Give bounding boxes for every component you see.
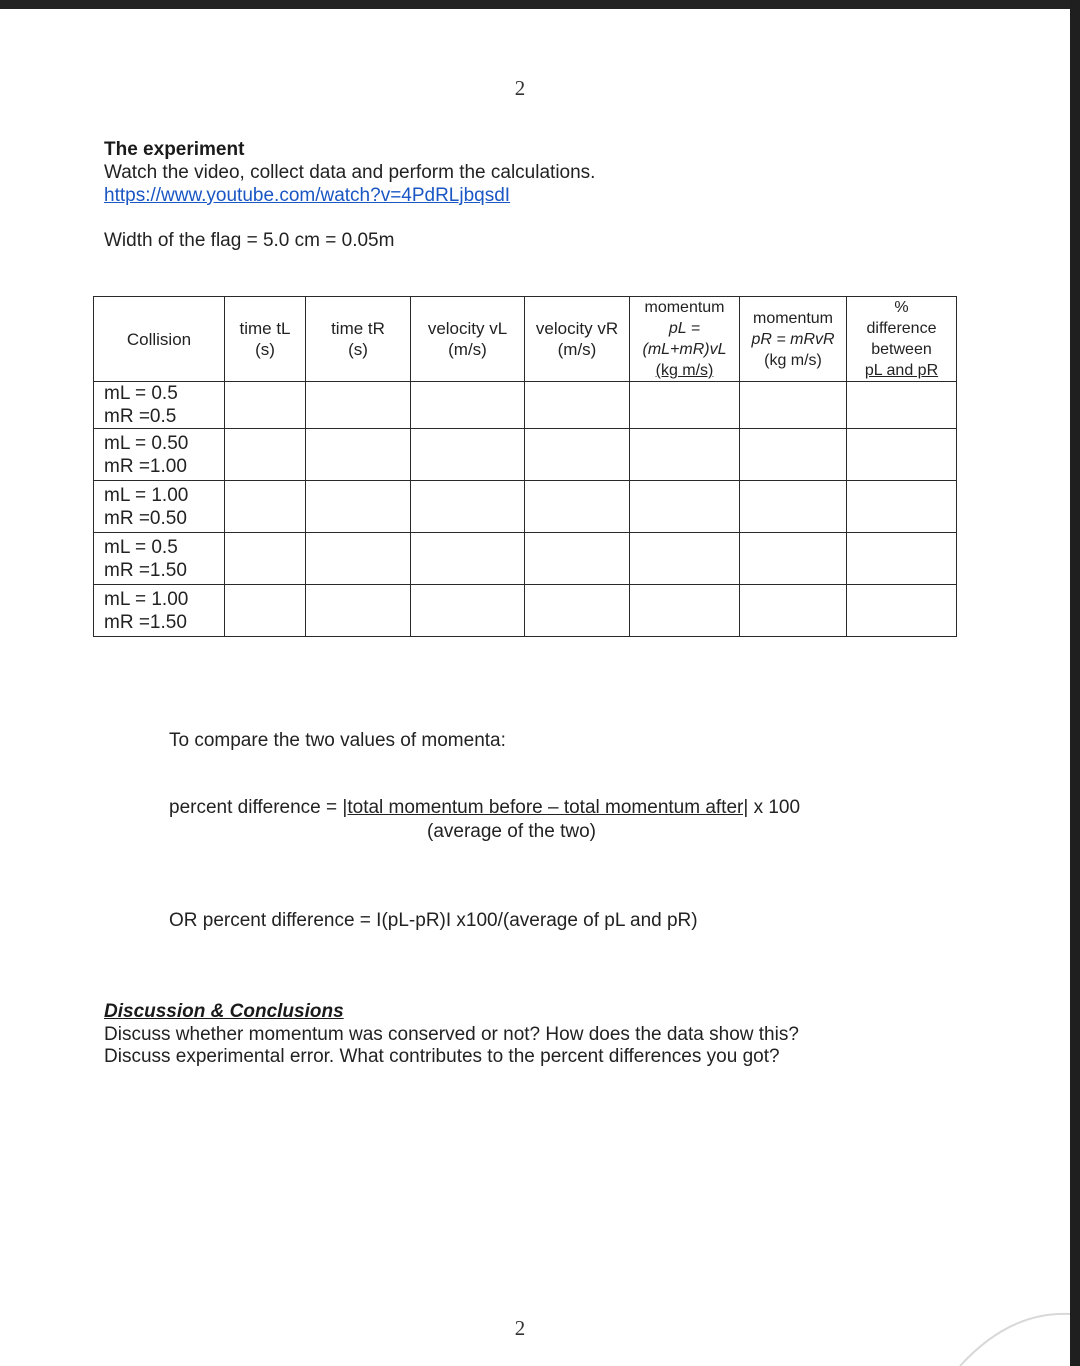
formula-numerator: |total momentum before – total momentum after| xyxy=(342,797,749,818)
header-velocity-right: velocity vR (m/s) xyxy=(525,297,630,382)
header-percent-difference: % difference between pL and pR xyxy=(847,297,957,382)
mass-cell: mL = 0.5 mR =1.50 xyxy=(94,533,225,585)
momentum-right-cell[interactable] xyxy=(740,382,847,429)
table-row xyxy=(94,585,957,637)
mass-cell: mL = 1.00 mR =1.50 xyxy=(94,585,225,637)
header-time-left: time tL (s) xyxy=(225,297,306,382)
discussion-title: Discussion & Conclusions xyxy=(104,1001,344,1022)
header-velocity-left: velocity vL (m/s) xyxy=(411,297,525,382)
momentum-right-cell[interactable] xyxy=(740,481,847,533)
experiment-title: The experiment xyxy=(104,139,245,160)
percent-difference-cell[interactable] xyxy=(847,533,957,585)
experiment-instruction: Watch the video, collect data and perform the calculations. xyxy=(104,162,596,183)
mass-cell: mL = 0.5 mR =0.5 xyxy=(94,382,225,429)
table-row xyxy=(94,533,957,585)
discussion-question-2: Discuss experimental error. What contributes to the percent differences you got? xyxy=(104,1046,780,1067)
header-momentum-right: momentum pR = mRvR (kg m/s) xyxy=(740,297,847,382)
table-row xyxy=(94,382,957,429)
percent-difference-cell[interactable] xyxy=(847,382,957,429)
compare-intro: To compare the two values of momenta: xyxy=(169,730,506,751)
page-corner-curl-icon xyxy=(950,1306,1070,1366)
top-border xyxy=(0,0,1080,9)
velocity-left-cell[interactable] xyxy=(411,382,525,429)
velocity-right-cell[interactable] xyxy=(525,481,630,533)
collision-data-table xyxy=(93,296,957,637)
velocity-left-cell[interactable] xyxy=(411,585,525,637)
flag-width-note: Width of the flag = 5.0 cm = 0.05m xyxy=(104,230,395,251)
velocity-left-cell[interactable] xyxy=(411,481,525,533)
time-left-cell[interactable] xyxy=(225,481,306,533)
momentum-right-cell[interactable] xyxy=(740,533,847,585)
velocity-left-cell[interactable] xyxy=(411,533,525,585)
momentum-left-cell[interactable] xyxy=(630,533,740,585)
alternate-formula: OR percent difference = I(pL-pR)I x100/(average of pL and pR) xyxy=(169,910,698,931)
time-right-cell[interactable] xyxy=(306,481,411,533)
time-right-cell[interactable] xyxy=(306,533,411,585)
velocity-right-cell[interactable] xyxy=(525,382,630,429)
percent-difference-cell[interactable] xyxy=(847,585,957,637)
table-header-row xyxy=(94,297,957,382)
header-time-right: time tR (s) xyxy=(306,297,411,382)
time-left-cell[interactable] xyxy=(225,585,306,637)
time-left-cell[interactable] xyxy=(225,429,306,481)
formula-factor: x 100 xyxy=(748,797,801,818)
time-right-cell[interactable] xyxy=(306,429,411,481)
table-row xyxy=(94,429,957,481)
momentum-left-cell[interactable] xyxy=(630,382,740,429)
formula-label: percent difference = xyxy=(169,797,343,818)
discussion-question-1: Discuss whether momentum was conserved or not? How does the data show this? xyxy=(104,1024,799,1045)
percent-difference-formula xyxy=(169,797,800,819)
momentum-left-cell[interactable] xyxy=(630,585,740,637)
page-number-top: 2 xyxy=(514,76,526,100)
page-number-bottom: 2 xyxy=(514,1316,526,1340)
momentum-left-cell[interactable] xyxy=(630,429,740,481)
formula-denominator: (average of the two) xyxy=(427,821,596,842)
time-right-cell[interactable] xyxy=(306,382,411,429)
time-left-cell[interactable] xyxy=(225,382,306,429)
mass-cell: mL = 0.50 mR =1.00 xyxy=(94,429,225,481)
momentum-right-cell[interactable] xyxy=(740,429,847,481)
percent-difference-cell[interactable] xyxy=(847,481,957,533)
time-left-cell[interactable] xyxy=(225,533,306,585)
momentum-right-cell[interactable] xyxy=(740,585,847,637)
velocity-right-cell[interactable] xyxy=(525,429,630,481)
right-border xyxy=(1070,0,1080,1366)
velocity-left-cell[interactable] xyxy=(411,429,525,481)
header-momentum-left: momentum pL = (mL+mR)vL (kg m/s) xyxy=(630,297,740,382)
table-row xyxy=(94,481,957,533)
momentum-left-cell[interactable] xyxy=(630,481,740,533)
header-collision: Collision xyxy=(94,297,225,382)
velocity-right-cell[interactable] xyxy=(525,585,630,637)
mass-cell: mL = 1.00 mR =0.50 xyxy=(94,481,225,533)
time-right-cell[interactable] xyxy=(306,585,411,637)
velocity-right-cell[interactable] xyxy=(525,533,630,585)
percent-difference-cell[interactable] xyxy=(847,429,957,481)
video-link[interactable]: https://www.youtube.com/watch?v=4PdRLjbqsdI xyxy=(104,185,511,206)
